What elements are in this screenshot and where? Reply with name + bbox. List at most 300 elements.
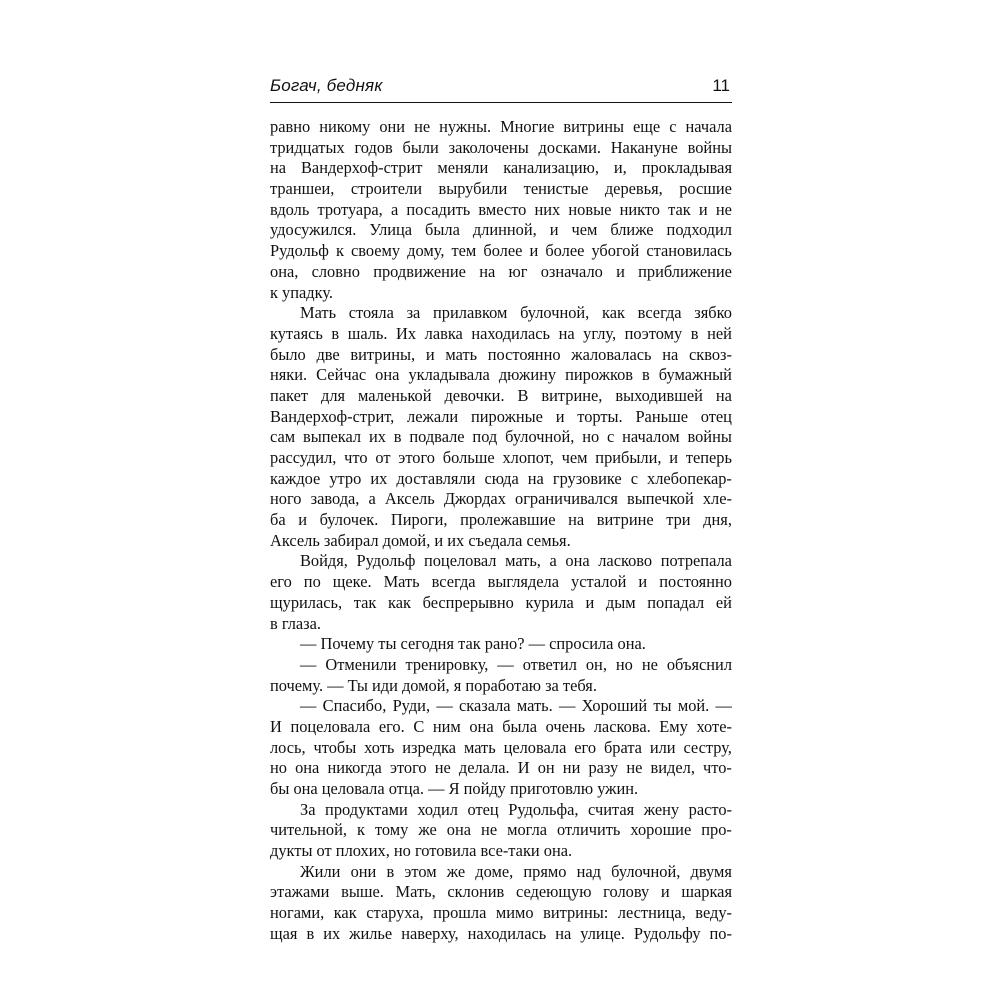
text-line xyxy=(270,655,732,676)
word: ласково xyxy=(598,551,653,571)
word: поэтому xyxy=(624,323,683,343)
word: лестница, xyxy=(617,903,686,923)
word: на xyxy=(270,158,287,178)
word: находилась xyxy=(471,323,551,343)
word: три xyxy=(666,510,691,530)
word: их xyxy=(323,923,341,943)
text-line xyxy=(270,924,732,945)
word: она xyxy=(469,716,494,736)
word: траншеи, xyxy=(270,179,335,199)
word: маленькой xyxy=(358,385,432,405)
text-line: почему. — Ты иди домой, я поработаю за тебя. xyxy=(270,675,597,695)
word: Вандерхоф-стрит, xyxy=(270,406,395,426)
text-line xyxy=(270,903,732,924)
word: а xyxy=(390,199,399,219)
word: беспрерывно xyxy=(422,592,514,612)
word: теперь xyxy=(685,448,732,467)
word: но xyxy=(615,654,633,674)
word: За xyxy=(300,799,316,819)
word: Рудольфу xyxy=(633,923,701,943)
word: что- xyxy=(703,758,732,778)
word: Многие xyxy=(500,117,555,136)
text-line xyxy=(270,510,732,531)
word: как xyxy=(602,303,625,323)
word: она xyxy=(565,551,590,571)
word: хоть xyxy=(364,737,395,757)
word: нужны. xyxy=(439,117,492,136)
word: подходил xyxy=(666,220,732,240)
word: мать. xyxy=(516,696,553,716)
word: щая xyxy=(270,923,298,943)
page-header xyxy=(270,70,732,103)
word: не xyxy=(626,758,643,778)
word: Ему xyxy=(659,716,688,736)
text-line xyxy=(270,448,732,469)
word: равно xyxy=(270,117,311,136)
word: на xyxy=(662,344,679,364)
word: целовала xyxy=(503,737,567,757)
word: Сейчас xyxy=(316,365,367,385)
word: улице. xyxy=(580,923,625,943)
word: они xyxy=(379,117,406,136)
word: Рудольф xyxy=(356,551,416,571)
word: выпекал xyxy=(302,427,362,447)
word: выходившей xyxy=(615,385,703,405)
text-line xyxy=(270,469,732,490)
word: пролежавшие xyxy=(460,510,556,530)
paragraph xyxy=(270,862,732,945)
word: были xyxy=(402,137,439,157)
text-line xyxy=(270,758,732,779)
word: сюда xyxy=(484,468,519,488)
word: шаль. xyxy=(347,323,388,343)
text-line: дукты от плохих, но готовила все-таки она. xyxy=(270,841,573,861)
text-line xyxy=(270,862,732,883)
word: пирожные xyxy=(470,406,543,426)
word: и xyxy=(585,592,595,612)
text-line xyxy=(270,820,732,841)
word: не xyxy=(641,654,658,674)
word: и xyxy=(549,220,559,240)
word: две xyxy=(316,344,340,364)
word: них xyxy=(534,199,561,219)
word: сам xyxy=(270,427,296,447)
word: ты xyxy=(653,696,672,716)
word: в xyxy=(690,323,699,343)
word: витрины xyxy=(563,117,625,136)
word: канализацию, xyxy=(503,158,599,178)
word: приближение xyxy=(638,261,732,281)
word: находилась xyxy=(467,923,547,943)
word: отец xyxy=(467,799,499,819)
word: витрины, xyxy=(350,344,416,364)
word: никогда xyxy=(327,758,382,778)
word: росшие xyxy=(679,179,732,199)
word: этом xyxy=(404,861,437,881)
text-line xyxy=(270,262,732,283)
word: Спасибо, xyxy=(322,696,387,716)
word: за xyxy=(406,303,421,323)
word: веду- xyxy=(695,903,732,923)
word: сквоз- xyxy=(688,344,732,364)
word: девочки. xyxy=(444,385,505,405)
word: по xyxy=(303,572,321,592)
word: Мать xyxy=(300,303,337,323)
word: никто xyxy=(619,199,660,219)
paragraph xyxy=(270,696,732,799)
word: продуктами xyxy=(325,799,408,819)
word: его. xyxy=(378,716,405,736)
word: ногами, xyxy=(270,903,325,923)
word: отец xyxy=(700,406,732,426)
word: и xyxy=(298,510,307,530)
word: заколочены xyxy=(448,137,529,157)
word: и xyxy=(529,241,539,261)
word: и xyxy=(660,882,670,902)
word: продвижение xyxy=(373,261,466,281)
text-line xyxy=(270,738,732,759)
word: голову xyxy=(603,882,650,902)
word: с xyxy=(607,427,615,447)
word: — xyxy=(497,654,514,674)
word: посадить xyxy=(406,199,471,219)
word: чем xyxy=(571,220,598,240)
word: прокладывая xyxy=(641,158,732,178)
word: как xyxy=(333,903,357,923)
word: начала xyxy=(685,117,732,136)
word: витрины: xyxy=(543,903,609,923)
word: на xyxy=(555,923,572,943)
word: в xyxy=(642,365,650,385)
word: стояла xyxy=(348,303,394,323)
word: тем xyxy=(451,241,477,261)
text-line xyxy=(270,200,732,221)
word: чительной, xyxy=(270,820,347,840)
word: никому xyxy=(319,117,371,136)
word: рассудил, xyxy=(270,448,337,467)
word: пирожков xyxy=(565,365,634,385)
word: выше. xyxy=(341,882,384,902)
word: изредка xyxy=(402,737,457,757)
text-line xyxy=(270,572,732,593)
word: и xyxy=(555,406,565,426)
word: она xyxy=(446,820,472,840)
word: брата xyxy=(603,737,642,757)
word: Пироги, xyxy=(390,510,448,530)
word: — xyxy=(715,696,732,716)
word: она xyxy=(295,758,320,778)
text-line xyxy=(270,800,732,821)
word: прошла xyxy=(433,903,487,923)
word: укладывала xyxy=(408,365,490,385)
word: сказала xyxy=(458,696,511,716)
word: жену xyxy=(643,799,680,819)
word: Раньше xyxy=(635,406,688,426)
word: как xyxy=(387,592,411,612)
word: очень xyxy=(545,716,586,736)
word: старуха, xyxy=(366,903,424,923)
word: торты. xyxy=(577,406,623,426)
word: новые xyxy=(568,199,612,219)
word: Мать xyxy=(383,572,420,592)
word: и xyxy=(638,572,648,592)
word: было xyxy=(270,344,306,364)
text-line xyxy=(270,882,732,903)
word: делала. xyxy=(458,758,510,778)
paragraph xyxy=(270,655,732,696)
text-line xyxy=(270,138,732,159)
word: и xyxy=(698,199,708,219)
word: Вандерхоф-стрит xyxy=(300,158,423,178)
running-title: Богач, бедняк xyxy=(270,76,383,95)
word: на xyxy=(527,468,544,488)
word: всегда xyxy=(637,303,682,323)
word: не xyxy=(715,199,732,219)
word: вдоль xyxy=(270,199,310,219)
word: — xyxy=(558,696,576,716)
word: булочек. xyxy=(319,510,379,530)
word: тенистые xyxy=(523,179,589,199)
word: Руди, xyxy=(392,696,431,716)
word: шаркая xyxy=(681,882,732,902)
word: строители xyxy=(350,179,423,199)
word: дому, xyxy=(407,241,445,261)
word: выпечкой xyxy=(627,489,694,509)
word: тротуара, xyxy=(317,199,383,219)
word: на xyxy=(568,510,585,530)
word: над xyxy=(576,861,601,881)
text-line xyxy=(270,717,732,738)
body-text xyxy=(270,117,732,945)
word: хлебопекар- xyxy=(647,468,732,488)
word: удосужился. xyxy=(270,220,357,240)
word: пакет xyxy=(270,385,309,405)
word: на xyxy=(479,261,496,281)
word: тому xyxy=(374,820,409,840)
word: мать, xyxy=(505,551,541,571)
word: от xyxy=(375,448,391,467)
word: он, xyxy=(585,654,607,674)
word: но xyxy=(270,758,287,778)
word: в xyxy=(306,923,315,943)
word: отличить xyxy=(557,820,621,840)
word: седеющую xyxy=(516,882,592,902)
word: булочной, xyxy=(611,861,681,881)
word: своему xyxy=(350,241,401,261)
word: означало xyxy=(540,261,603,281)
word: завода, xyxy=(310,489,360,509)
word: а xyxy=(368,489,376,509)
text-line xyxy=(270,427,732,448)
word: она, xyxy=(270,261,299,281)
word: считая xyxy=(588,799,635,819)
word: не xyxy=(434,758,451,778)
word: Хороший xyxy=(581,696,648,716)
word: ласкова. xyxy=(593,716,651,736)
word: для xyxy=(321,385,346,405)
word: юг xyxy=(508,261,528,281)
word: Улица xyxy=(369,220,413,240)
word: войны xyxy=(687,137,732,157)
word: сестру, xyxy=(683,737,732,757)
word: на xyxy=(715,385,732,405)
word: была xyxy=(502,716,538,736)
word: булочной, xyxy=(520,303,590,323)
word: Джордах xyxy=(443,489,506,509)
word: хле- xyxy=(702,489,732,509)
paragraph xyxy=(270,800,732,862)
word: поцеловала xyxy=(290,716,371,736)
word: ни xyxy=(562,758,581,778)
word: по- xyxy=(709,923,732,943)
word: хоте- xyxy=(696,716,732,736)
word: подвале xyxy=(409,427,465,447)
text-line xyxy=(270,241,732,262)
word: Отменили xyxy=(325,654,397,674)
word: дюжину xyxy=(498,365,557,385)
word: ней xyxy=(707,323,732,343)
word: так xyxy=(353,592,377,612)
word: кутаясь xyxy=(270,323,323,343)
word: Рудольфа, xyxy=(508,799,579,819)
word: ба xyxy=(270,510,286,530)
word: разу xyxy=(588,758,619,778)
text-line xyxy=(270,179,732,200)
word: под xyxy=(472,427,498,447)
paragraph xyxy=(270,634,732,655)
word: к xyxy=(356,820,365,840)
text-line xyxy=(270,551,732,572)
word: Их xyxy=(396,323,417,343)
word: доме, xyxy=(475,861,514,881)
word: же xyxy=(418,820,437,840)
word: тренировку, xyxy=(405,654,489,674)
word: убогой xyxy=(591,241,640,261)
word: прилавком xyxy=(433,303,508,323)
text-line xyxy=(270,593,732,614)
word: досками. xyxy=(538,137,601,157)
word: булочной, xyxy=(505,427,575,447)
word: ближе xyxy=(610,220,654,240)
word: чтобы xyxy=(313,737,357,757)
word: грузовике xyxy=(552,468,622,488)
word: становилась xyxy=(646,241,732,261)
text-line xyxy=(270,117,732,138)
word: больше xyxy=(442,448,495,467)
word: а xyxy=(549,551,557,571)
word: щурилась, xyxy=(270,592,343,612)
word: поцеловал xyxy=(423,551,497,571)
text-line: в глаза. xyxy=(270,613,322,633)
word: не xyxy=(414,117,431,136)
word: в xyxy=(393,427,402,447)
word: всегда xyxy=(431,572,476,592)
word: доставляли xyxy=(396,468,476,488)
word: дым xyxy=(605,592,636,612)
word: была xyxy=(425,220,460,240)
word: этого xyxy=(389,758,427,778)
word: видел, xyxy=(650,758,695,778)
word: Войдя, xyxy=(300,551,348,571)
word: прямо xyxy=(523,861,567,881)
word: Мать, xyxy=(395,882,436,902)
page-number: 11 xyxy=(712,76,730,95)
word: их xyxy=(370,468,388,488)
word: жилье xyxy=(349,923,393,943)
word: объяснил xyxy=(666,654,732,674)
word: попадал xyxy=(647,592,705,612)
word: Аксель xyxy=(384,489,435,509)
word: Жили xyxy=(300,861,341,881)
word: — xyxy=(300,696,317,716)
word: в xyxy=(386,861,395,881)
word: углу, xyxy=(583,323,617,343)
text-line: — Почему ты сегодня так рано? — спросила она. xyxy=(300,634,646,654)
word: вырубили xyxy=(438,179,508,199)
word: чем xyxy=(561,448,588,467)
word: ходил xyxy=(417,799,458,819)
word: — xyxy=(300,654,317,674)
word: он xyxy=(537,758,555,778)
word: хорошие xyxy=(630,820,692,840)
word: мой. xyxy=(677,696,710,716)
word: курила xyxy=(525,592,574,612)
word: зябко xyxy=(694,303,732,323)
word: годов xyxy=(354,137,393,157)
word: потрепала xyxy=(660,551,732,571)
word: длинной, xyxy=(472,220,537,240)
text-line xyxy=(270,696,732,717)
word: словно xyxy=(311,261,360,281)
paragraph xyxy=(270,117,732,303)
word: его xyxy=(270,572,292,592)
word: прибыли, xyxy=(595,448,662,467)
word: хлопот, xyxy=(502,448,554,467)
word: мимо xyxy=(495,903,534,923)
word: деревья, xyxy=(604,179,663,199)
text-line xyxy=(270,345,732,366)
word: расто- xyxy=(688,799,732,819)
word: усталой xyxy=(571,572,627,592)
word: тридцатых xyxy=(270,137,345,157)
word: и xyxy=(425,344,435,364)
word: И xyxy=(517,758,530,778)
word: утро xyxy=(329,468,362,488)
word: с xyxy=(630,468,638,488)
paragraph xyxy=(270,303,732,551)
word: более xyxy=(545,241,585,261)
word: вместо xyxy=(478,199,527,219)
word: с xyxy=(669,117,677,136)
text-line xyxy=(270,407,732,428)
word: что xyxy=(344,448,368,467)
word: лось, xyxy=(270,737,306,757)
word: его xyxy=(574,737,597,757)
word: бумажный xyxy=(658,365,732,385)
word: И xyxy=(270,716,282,736)
word: жаловалась xyxy=(571,344,652,364)
word: мать xyxy=(463,737,496,757)
word: витрине xyxy=(596,510,654,530)
word: этажами xyxy=(270,882,330,902)
word: постоянно xyxy=(659,572,732,592)
word: В xyxy=(517,385,529,405)
word: же xyxy=(446,861,466,881)
paragraph xyxy=(270,551,732,634)
word: их xyxy=(368,427,386,447)
word: ного xyxy=(270,489,302,509)
word: ответил xyxy=(522,654,577,674)
